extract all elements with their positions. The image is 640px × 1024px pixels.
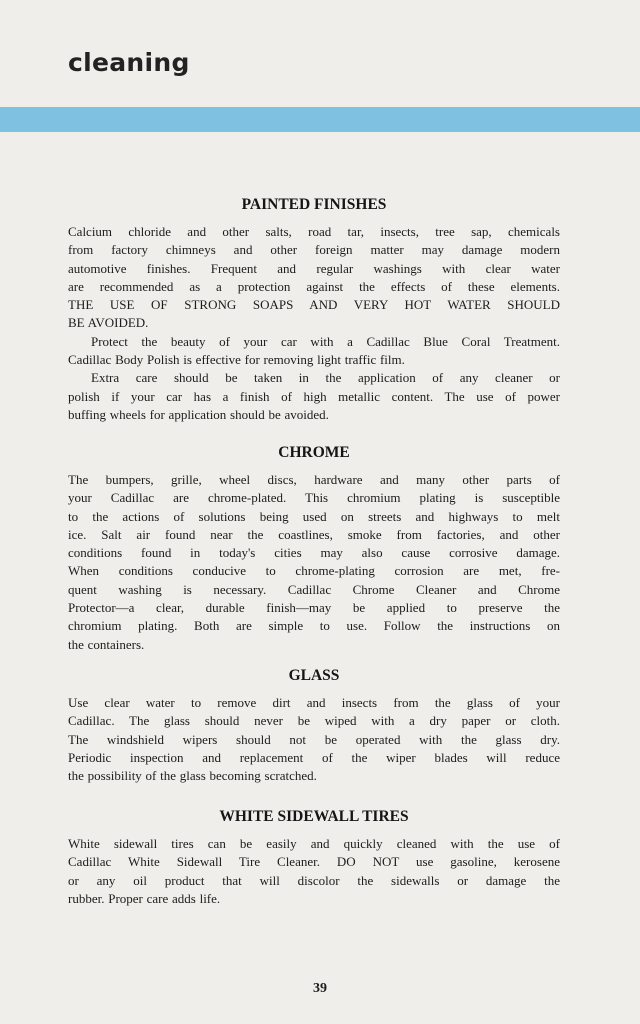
text-line: THE USE OF STRONG SOAPS AND VERY HOT WATER SHOULD [68,297,560,313]
section-heading: GLASS [288,667,340,684]
text-line: ice. Salt air found near the coastlines, smoke from factories, and other [68,526,560,542]
text-line: Cadillac White Sidewall Tire Cleaner. DO NOT use gasoline, kerosene [68,854,560,870]
text-line: to the actions of solutions being used on streets and highways to melt [68,508,560,524]
text-line: When conditions conducive to chrome-plating corrosion are met, fre- [68,563,560,579]
text-line: Extra care should be taken in the application of any cleaner or [91,370,560,386]
section-heading: CHROME [278,444,350,461]
text-line: the containers. [68,636,145,652]
text-line: or any oil product that will discolor the sidewalls or damage the [68,872,560,888]
paragraph [68,369,560,424]
text-line: Protector—a clear, durable finish—may be applied to preserve the [68,600,560,616]
text-line: from factory chimneys and other foreign matter may damage modern [68,242,560,258]
paragraph [68,471,560,654]
text-line: Cadillac Body Polish is effective for removing light traffic film. [68,352,405,368]
text-line: BE AVOIDED. [68,315,149,331]
section-heading: WHITE SIDEWALL TIRES [219,808,409,825]
text-line: quent washing is necessary. Cadillac Chrome Cleaner and Chrome [68,581,560,597]
text-line: Periodic inspection and replacement of the wiper blades will reduce [68,749,560,765]
paragraph [68,694,560,785]
paragraph [68,333,560,370]
section-glass [68,666,560,785]
text-line: buffing wheels for application should be avoided. [68,406,329,422]
section-heading: PAINTED FINISHES [241,196,387,213]
text-line: Protect the beauty of your car with a Cadillac Blue Coral Treatment. [91,333,560,349]
text-line: your Cadillac are chrome-plated. This chromium plating is susceptible [68,490,560,506]
text-line: are recommended as a protection against the effects of these elements. [68,278,560,294]
section-chrome [68,443,560,654]
text-line: chromium plating. Both are simple to use. Follow the instructions on [68,618,560,634]
text-line: Use clear water to remove dirt and insects from the glass of your [68,695,560,710]
header-accent-bar [0,107,640,132]
text-line: Cadillac. The glass should never be wiped with a dry paper or cloth. [68,713,560,729]
text-line: The bumpers, grille, wheel discs, hardware and many other parts of [68,472,560,487]
text-line: Calcium chloride and other salts, road tar, insects, tree sap, chemicals [68,224,560,239]
text-line: White sidewall tires can be easily and quickly cleaned with the use of [68,836,560,851]
text-line: automotive finishes. Frequent and regular washings with clear water [68,260,560,276]
text-line: polish if your car has a finish of high metallic content. The use of power [68,388,560,404]
paragraph [68,223,560,333]
paragraph [68,835,560,908]
page-number: 39 [313,981,327,996]
text-line: The windshield wipers should not be operated with the glass dry. [68,731,560,747]
section-white-sidewall-tires [68,807,560,908]
page-title: cleaning [68,48,190,77]
text-line: rubber. Proper care adds life. [68,890,221,906]
text-line: conditions found in today's cities may also cause corrosive damage. [68,545,560,561]
section-painted-finishes [68,195,560,424]
text-line: the possibility of the glass becoming scratched. [68,768,317,784]
